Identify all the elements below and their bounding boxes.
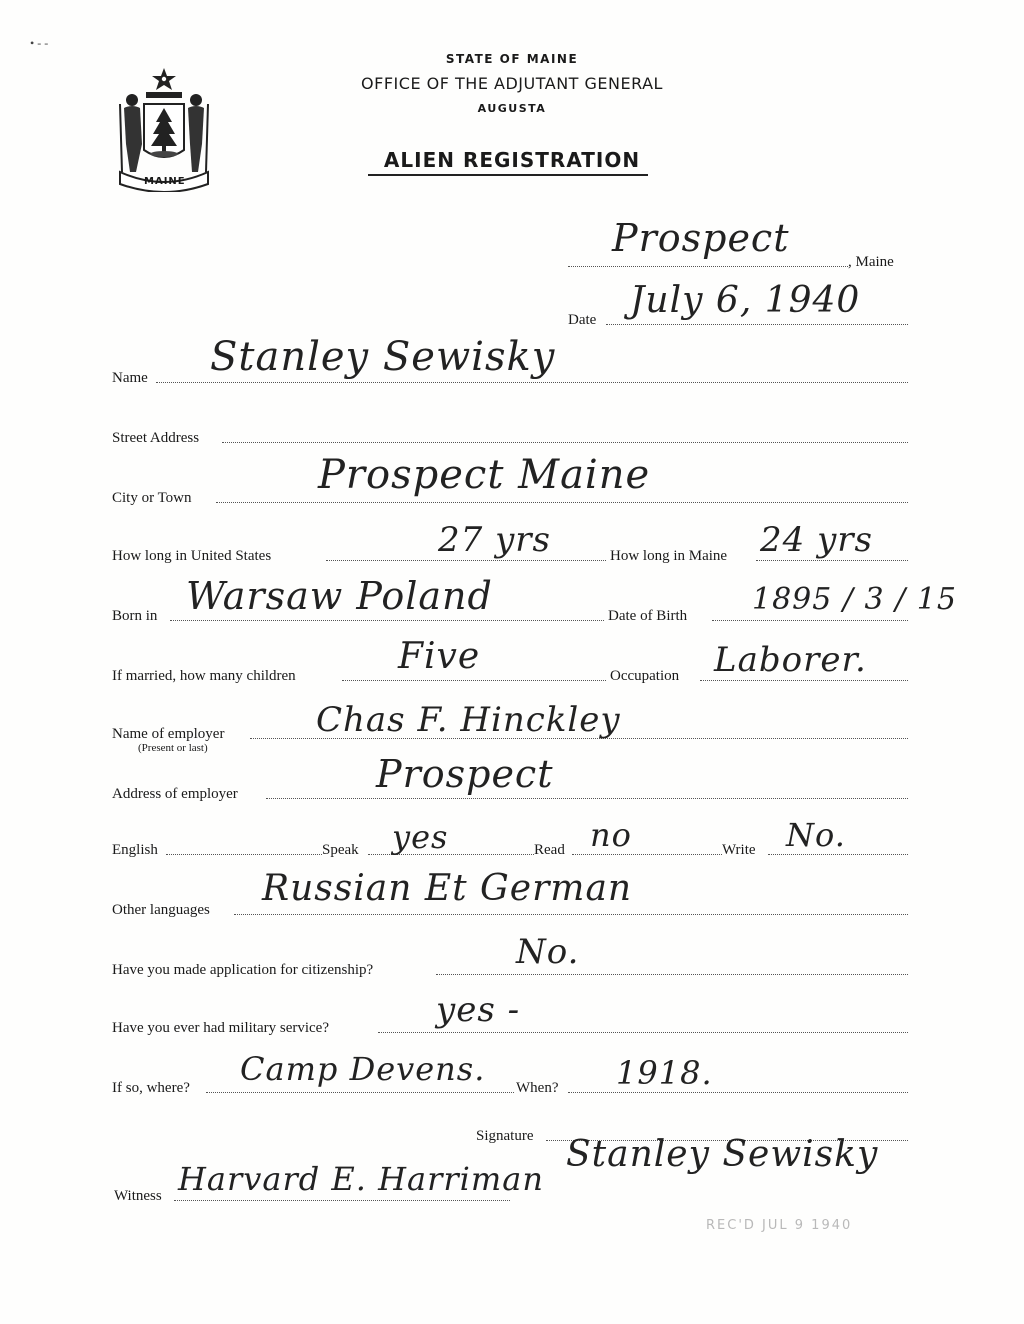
occupation-line xyxy=(700,680,908,681)
occupation-label: Occupation xyxy=(610,668,680,684)
employer-address-value: Prospect xyxy=(376,752,554,796)
date-value: July 6, 1940 xyxy=(630,280,861,321)
write-label: Write xyxy=(722,842,756,858)
read-value: no xyxy=(590,816,632,854)
born-in-line xyxy=(170,620,604,621)
header-state: STATE OF MAINE xyxy=(445,52,579,66)
how-long-maine-label: How long in Maine xyxy=(610,548,728,564)
employer-address-line xyxy=(266,798,908,799)
children-label: If married, how many children xyxy=(112,668,296,684)
military-label: Have you ever had military service? xyxy=(112,1020,329,1036)
when-value: 1918. xyxy=(616,1054,713,1092)
employer-note: (Present or last) xyxy=(138,742,208,754)
citizenship-label: Have you made application for citizenship? xyxy=(112,962,374,978)
street-label: Street Address xyxy=(112,430,200,446)
employer-label: Name of employer xyxy=(112,726,225,742)
read-line xyxy=(572,854,722,855)
english-line xyxy=(166,854,322,855)
received-stamp: REC'D JUL 9 1940 xyxy=(706,1218,853,1233)
date-line xyxy=(606,324,908,325)
where-line xyxy=(206,1092,514,1093)
how-long-maine-value: 24 yrs xyxy=(760,520,873,560)
name-line xyxy=(156,382,908,383)
born-in-value: Warsaw Poland xyxy=(186,574,493,618)
header-city: AUGUSTA xyxy=(477,102,547,115)
witness-value: Harvard E. Harriman xyxy=(178,1160,544,1198)
employer-address-label: Address of employer xyxy=(112,786,238,802)
maine-suffix: , Maine xyxy=(848,254,894,270)
military-value: yes - xyxy=(436,990,521,1030)
when-line xyxy=(568,1092,908,1093)
signature-value: Stanley Sewisky xyxy=(566,1134,879,1175)
citizenship-value: No. xyxy=(516,932,580,972)
english-label: English xyxy=(112,842,158,858)
name-value: Stanley Sewisky xyxy=(210,334,556,380)
seal-banner-text: MAINE xyxy=(144,176,186,187)
when-label: When? xyxy=(516,1080,559,1096)
header-office: OFFICE OF THE ADJUTANT GENERAL xyxy=(361,74,663,93)
employer-value: Chas F. Hinckley xyxy=(316,700,621,740)
speak-label: Speak xyxy=(322,842,359,858)
dob-value: 1895 / 3 / 15 xyxy=(752,582,957,617)
read-label: Read xyxy=(534,842,565,858)
witness-label: Witness xyxy=(114,1188,162,1204)
how-long-us-line xyxy=(326,560,606,561)
citizenship-line xyxy=(436,974,908,975)
scan-speck: • - ‐ xyxy=(30,36,49,50)
signature-label: Signature xyxy=(476,1128,534,1144)
city-value: Prospect Maine xyxy=(318,452,651,498)
place-value: Prospect xyxy=(612,216,790,260)
children-value: Five xyxy=(398,636,481,677)
occupation-value: Laborer. xyxy=(714,640,867,680)
how-long-us-value: 27 yrs xyxy=(438,520,551,560)
write-line xyxy=(768,854,908,855)
military-line xyxy=(378,1032,908,1033)
where-label: If so, where? xyxy=(112,1080,190,1096)
title-underline xyxy=(368,174,648,176)
other-languages-value: Russian Et German xyxy=(262,868,633,909)
born-in-label: Born in xyxy=(112,608,158,624)
street-line xyxy=(222,442,908,443)
name-label: Name xyxy=(112,370,148,386)
form-title: ALIEN REGISTRATION xyxy=(383,148,641,172)
how-long-maine-line xyxy=(756,560,908,561)
dob-label: Date of Birth xyxy=(608,608,688,624)
children-line xyxy=(342,680,606,681)
witness-line xyxy=(174,1200,510,1201)
where-value: Camp Devens. xyxy=(240,1050,486,1088)
other-languages-line xyxy=(234,914,908,915)
other-languages-label: Other languages xyxy=(112,902,210,918)
write-value: No. xyxy=(786,816,846,854)
date-label: Date xyxy=(568,312,597,328)
how-long-us-label: How long in United States xyxy=(112,548,272,564)
city-label: City or Town xyxy=(112,490,192,506)
speak-value: yes xyxy=(392,818,449,856)
dob-line xyxy=(712,620,908,621)
city-line xyxy=(216,502,908,503)
place-line xyxy=(568,266,848,267)
